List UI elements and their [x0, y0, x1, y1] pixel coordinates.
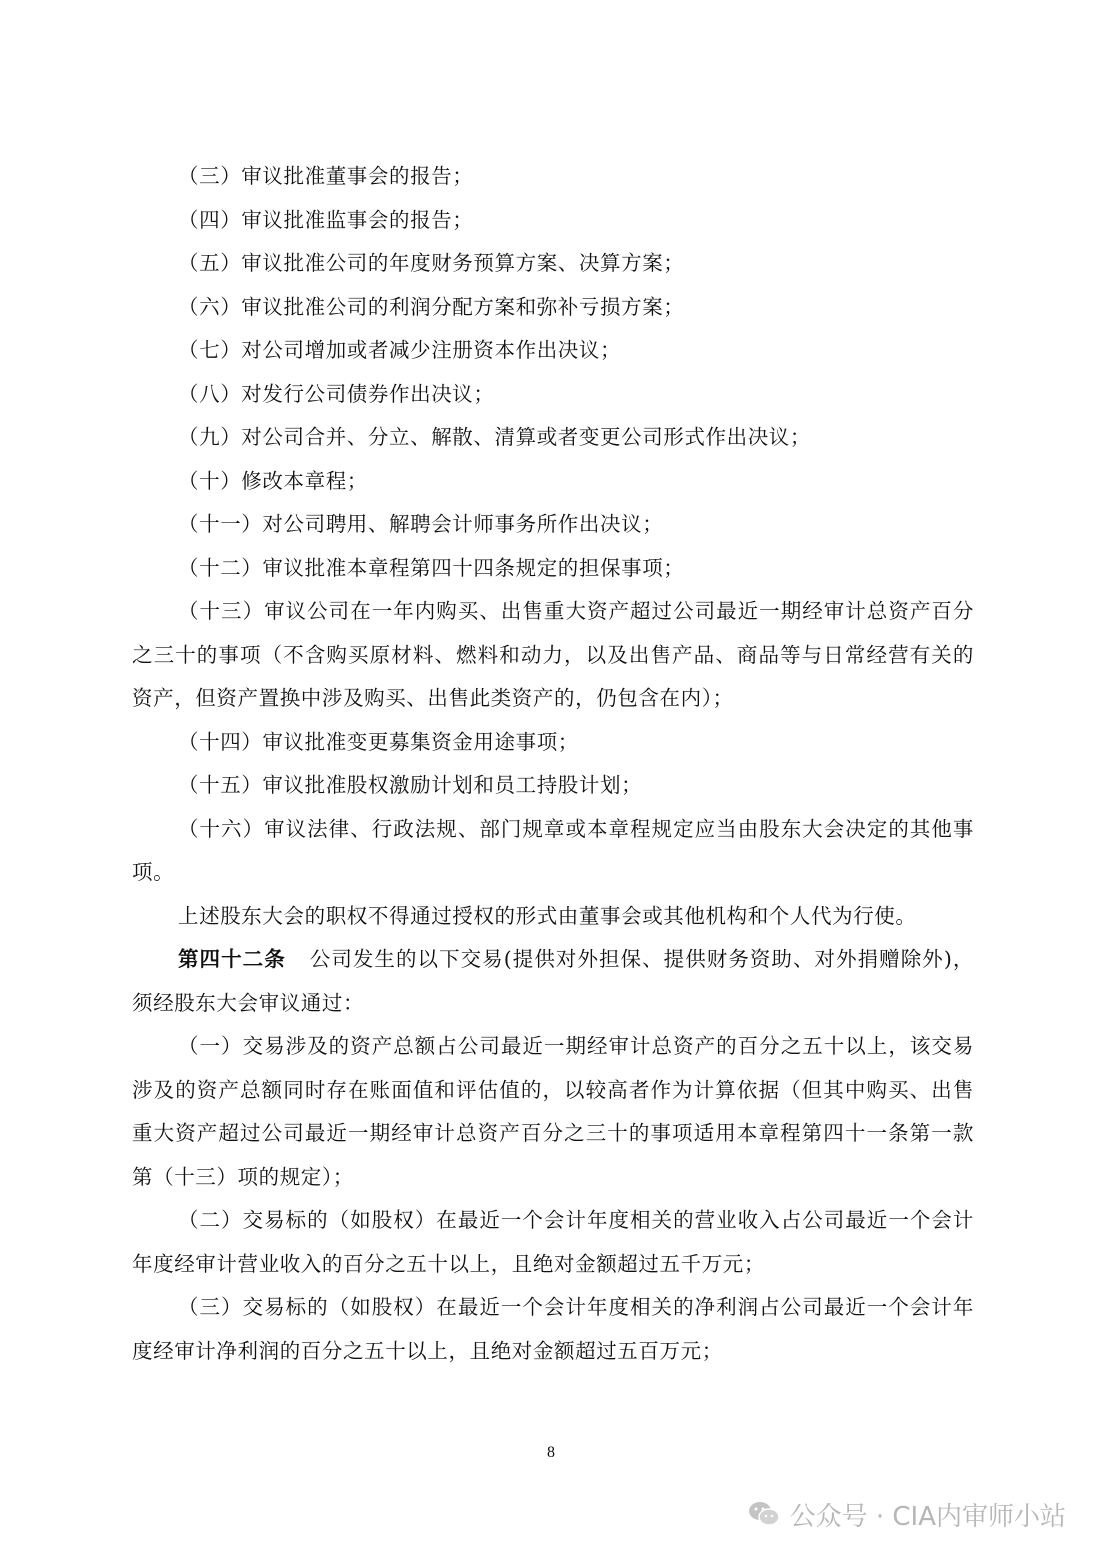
list-item: （二）交易标的（如股权）在最近一个会计年度相关的营业收入占公司最近一个会计年度经审计营业收入的百分之五十以上，且绝对金额超过五千万元；: [132, 1208, 974, 1276]
list-item: （三）交易标的（如股权）在最近一个会计年度相关的净利润占公司最近一个会计年度经审计净利润的百分之五十以上，且绝对金额超过五百万元；: [132, 1295, 974, 1363]
page-number: 8: [547, 1444, 555, 1461]
paragraph: 上述股东大会的职权不得通过授权的形式由董事会或其他机构和个人代为行使。: [178, 903, 917, 928]
paragraph: （十）修改本章程；: [178, 468, 368, 493]
wechat-icon: [748, 1500, 780, 1528]
paragraph: （十一）对公司聘用、解聘会计师事务所作出决议；: [178, 512, 664, 536]
watermark: [748, 1494, 1066, 1534]
paragraph: （四）审议批准监事会的报告；: [178, 207, 474, 232]
article-text: 公司发生的以下交易(提供对外担保、提供财务资助、对外捐赠除外)，须经股东大会审议通过：: [132, 947, 974, 1015]
paragraph: （五）审议批准公司的年度财务预算方案、决算方案；: [178, 251, 685, 275]
paragraph: （十三）审议公司在一年内购买、出售重大资产超过公司最近一期经审计总资产百分之三十的事项（不含购买原材料、燃料和动力，以及出售产品、商品等与日常经营有关的资产，但资产置换中涉及购买、出售此类资产的，仍包含在内）；: [132, 599, 974, 710]
paragraph: （十二）审议批准本章程第四十四条规定的担保事项；: [178, 555, 685, 580]
paragraph: （七）对公司增加或者减少注册资本作出决议；: [178, 338, 622, 362]
paragraph: （九）对公司合并、分立、解散、清算或者变更公司形式作出决议；: [178, 425, 811, 449]
paragraph: （六）审议批准公司的利润分配方案和弥补亏损方案；: [178, 294, 685, 319]
article-heading: 第四十二条: [178, 947, 286, 971]
document-body: [132, 155, 974, 1373]
paragraph: （十五）审议批准股权激励计划和员工持股计划；: [178, 773, 643, 797]
list-item: （一）交易涉及的资产总额占公司最近一期经审计总资产的百分之五十以上，该交易涉及的资产总额同时存在账面值和评估值的，以较高者作为计算依据（但其中购买、出售重大资产超过公司最近一期经审计总资产百分之三十的事项适用本章程第四十一条第一款第（十三）项的规定）；: [132, 1034, 974, 1189]
paragraph: （十四）审议批准变更募集资金用途事项；: [178, 729, 579, 754]
paragraph: （十六）审议法律、行政法规、部门规章或本章程规定应当由股东大会决定的其他事项。: [132, 816, 974, 884]
watermark-text: 公众号 · CIA内审师小站: [789, 1501, 1066, 1532]
article-paragraph: [132, 938, 974, 1025]
paragraph: （三）审议批准董事会的报告；: [178, 164, 474, 188]
paragraph: （八）对发行公司债券作出决议；: [178, 381, 495, 406]
